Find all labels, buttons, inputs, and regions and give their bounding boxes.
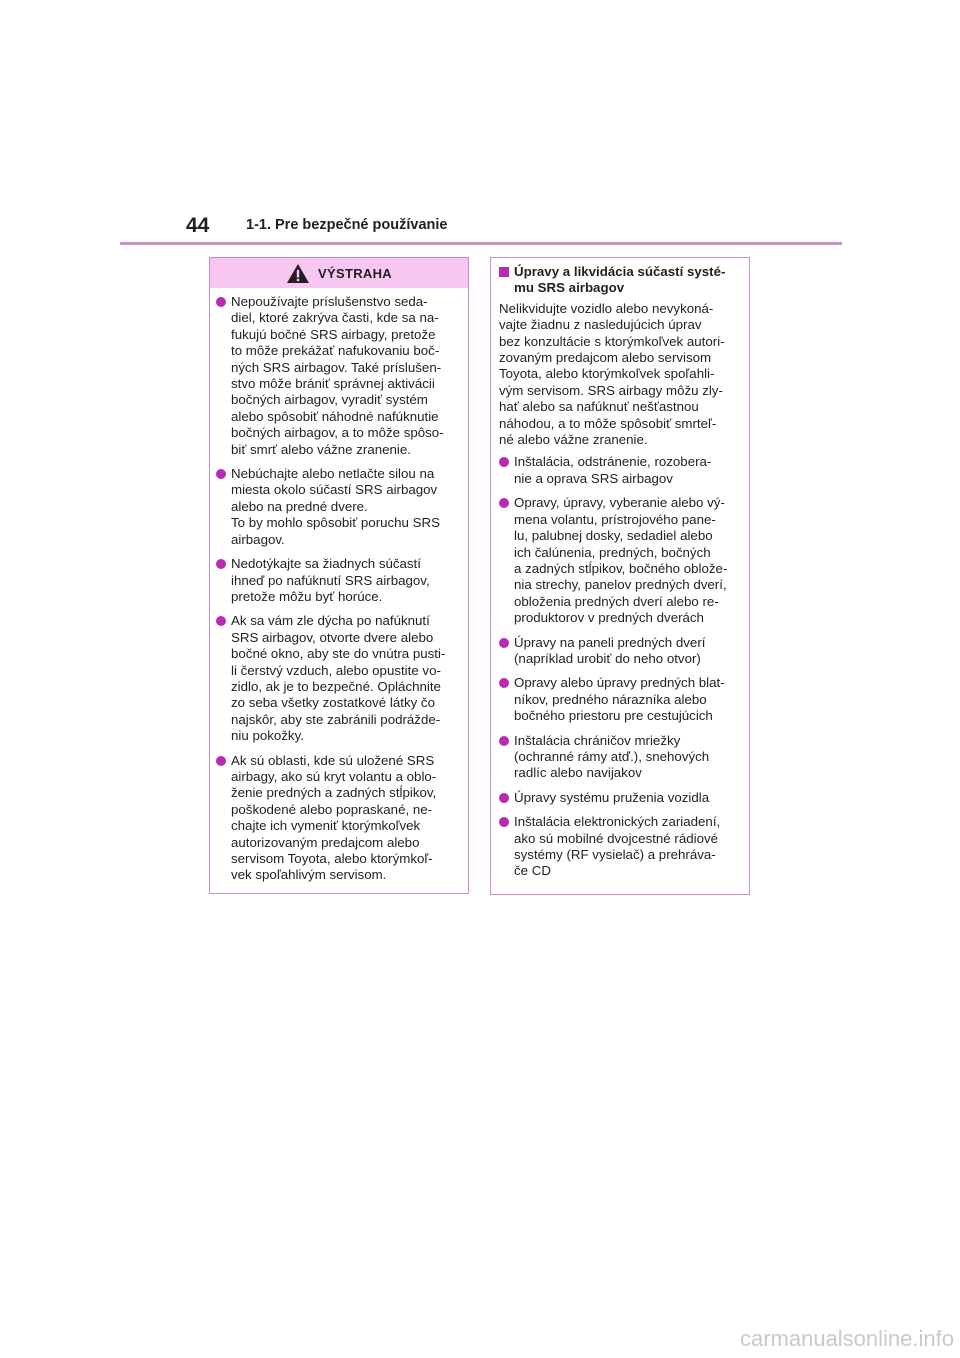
modifications-heading	[499, 264, 743, 297]
item-text: Nedotýkajte sa žiadnych súčastí ihneď po nafúknutí SRS airbagov, pretože môžu byť horúce.	[231, 556, 430, 604]
list-item	[216, 613, 462, 744]
item-text: Úpravy systému pruženia vozidla	[514, 789, 710, 805]
bullet-icon	[216, 297, 226, 307]
list-item	[499, 635, 743, 668]
list-item	[216, 294, 462, 458]
item-text: Ak sú oblasti, kde sú uložené SRS airbagy, ako sú kryt volantu a oblo- ženie predných a zadných stĺpikov, poškodené alebo popraskané, ne- chajte ich vymeniť ktorýmkoľvek autorizovaným predajcom alebo servisom Toyota, alebo ktorýmkoľ- vek spoľahlivým servisom.	[231, 752, 437, 883]
warning-box	[209, 257, 469, 894]
page-header	[0, 0, 960, 250]
header-divider	[120, 242, 842, 245]
item-text: Úpravy na paneli predných dverí (napríklad urobiť do neho otvor)	[514, 634, 706, 666]
bullet-icon	[499, 817, 509, 827]
square-bullet-icon	[499, 267, 509, 277]
bullet-icon	[216, 616, 226, 626]
page-number: 44	[186, 214, 210, 237]
item-text: Nebúchajte alebo netlačte silou na miesta okolo súčastí SRS airbagov alebo na predné dvere. To by mohlo spôsobiť poruchu SRS airbagov.	[231, 466, 440, 547]
watermark: carmanualsonline.info	[739, 1326, 954, 1351]
list-item	[499, 675, 743, 724]
item-text: Inštalácia chráničov mriežky (ochranné rámy atď.), snehových radlíc alebo navijakov	[514, 732, 710, 781]
item-text: Opravy alebo úpravy predných blat- níkov, predného nárazníka alebo bočného priestoru pre cestujúcich	[514, 675, 725, 724]
item-text: Nepoužívajte príslušenstvo seda- diel, ktoré zakrýva časti, kde sa na- fukujú bočné SRS airbagy, pretože to môže prekážať nafukovaniu boč- ných SRS airbagov. Také príslušen- stvo môže brániť správnej aktivácii bočných airbagov, vyradiť systém alebo spôsobiť náhodné nafúknutie bočných airbagov, a to môže spôso- biť smrť alebo vážne zranenie.	[231, 294, 444, 457]
warning-list	[210, 288, 468, 884]
item-text: Opravy, úpravy, vyberanie alebo vý- mena volantu, prístrojového pane- lu, palubnej dosky, sedadiel alebo ich čalúnenia, predných, bočných a zadných stĺpikov, bočného oblože- nia strechy, panelov predných dverí, obloženia predných dverí alebo re- produktorov v predných dverách	[514, 495, 728, 626]
modifications-box	[490, 257, 750, 895]
section-title: 1-1. Pre bezpečné používanie	[246, 217, 448, 233]
list-item	[499, 790, 743, 806]
item-text: Ak sa vám zle dýcha po nafúknutí SRS airbagov, otvorte dvere alebo bočné okno, aby ste do vnútra pusti- li čerstvý vzduch, alebo opustite vo- zidlo, ak je to bezpečné. Opláchnite zo seba všetky zostatkové látky čo najskôr, aby ste zabránili podrážde- niu pokožky.	[231, 613, 446, 744]
bullet-icon	[499, 736, 509, 746]
warning-header	[210, 258, 468, 288]
list-item	[216, 556, 462, 605]
list-item	[216, 466, 462, 548]
item-text: Inštalácia elektronických zariadení, ako sú mobilné dvojcestné rádiové systémy (RF vysielač) a prehráva- če CD	[514, 814, 721, 879]
warning-title: VÝSTRAHA	[318, 265, 392, 281]
modifications-content	[491, 258, 749, 880]
item-text: Inštalácia, odstránenie, rozobera- nie a oprava SRS airbagov	[514, 454, 712, 486]
bullet-icon	[499, 498, 509, 508]
warning-triangle-icon	[286, 263, 310, 284]
bullet-icon	[216, 559, 226, 569]
modifications-intro: Nelikvidujte vozidlo alebo nevykoná- vajte žiadnu z nasledujúcich úprav bez konzultácie s ktorýmkoľvek autori- zovaným predajcom alebo servisom Toyota, alebo ktorýmkoľvek spoľahli- vým servisom. SRS airbagy môžu zly- hať alebo sa nafúknuť nešťastnou náhodou, a to môže spôsobiť smrteľ- né alebo vážne zranenie.	[499, 300, 725, 448]
bullet-icon	[499, 793, 509, 803]
bullet-icon	[499, 678, 509, 688]
list-item	[216, 753, 462, 884]
bullet-icon	[216, 469, 226, 479]
bullet-icon	[499, 638, 509, 648]
heading-text: Úpravy a likvidácia súčastí systé- mu SRS airbagov	[514, 264, 726, 296]
list-item	[499, 454, 743, 487]
list-item	[499, 733, 743, 782]
bullet-icon	[216, 756, 226, 766]
list-item	[499, 495, 743, 626]
list-item	[499, 814, 743, 880]
bullet-icon	[499, 457, 509, 467]
